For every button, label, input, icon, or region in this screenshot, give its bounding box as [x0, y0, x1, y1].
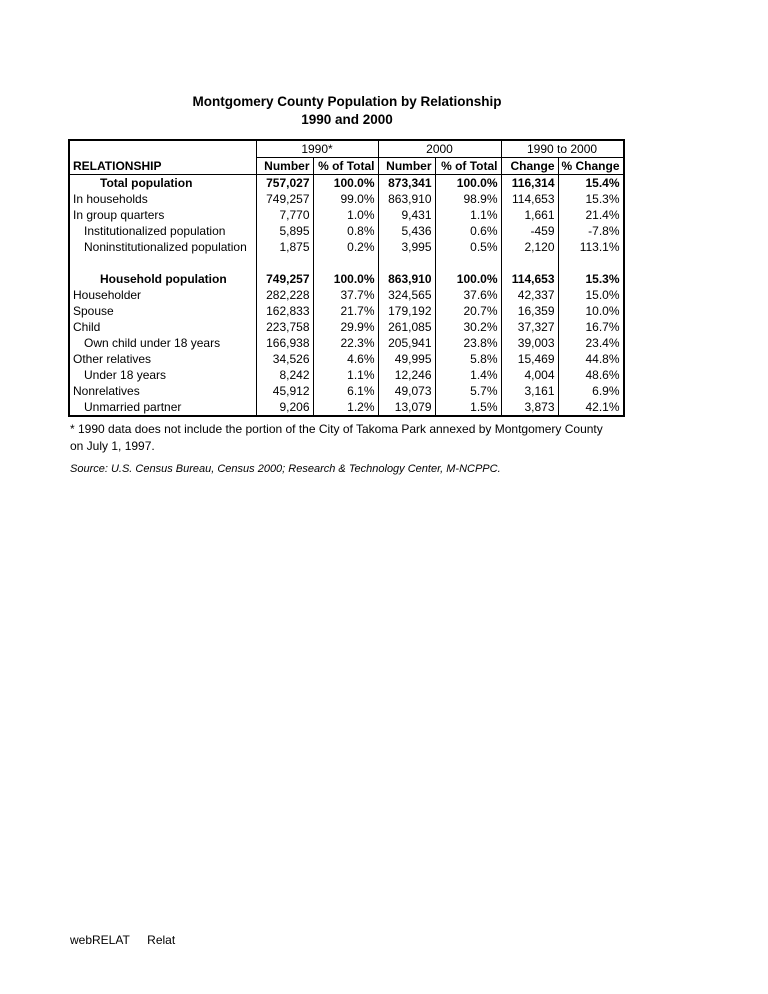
cell-pct-2000: 0.6%: [435, 223, 501, 239]
cell-pct-2000: 5.8%: [435, 351, 501, 367]
cell-pct-1990: 4.6%: [313, 351, 378, 367]
cell-change: 114,653: [501, 271, 558, 287]
cell-pct-change: 21.4%: [558, 207, 624, 223]
table-title: Montgomery County Population by Relationship: [192, 94, 502, 109]
table-row: [69, 335, 624, 351]
cell-change: 4,004: [501, 367, 558, 383]
row-label: Nonrelatives: [73, 384, 140, 398]
cell-pct-1990: 1.0%: [313, 207, 378, 223]
cell-change: 15,469: [501, 351, 558, 367]
cell-pct-change: 42.1%: [558, 399, 624, 416]
cell-pct-2000: 37.6%: [435, 287, 501, 303]
header-number-2000: Number: [378, 158, 435, 175]
cell-number-2000: 49,995: [378, 351, 435, 367]
cell-number-2000: 261,085: [378, 319, 435, 335]
cell-pct-change: 15.3%: [558, 271, 624, 287]
row-label: Under 18 years: [84, 368, 167, 382]
cell-change: 3,873: [501, 399, 558, 416]
cell-pct-1990: 100.0%: [313, 175, 378, 192]
table-row: [69, 319, 624, 335]
cell-pct-change: 113.1%: [558, 239, 624, 255]
footer-sheet-name: Relat: [147, 933, 176, 947]
cell-pct-2000: 100.0%: [435, 271, 501, 287]
cell-number-1990: 45,912: [256, 383, 313, 399]
cell-change: -459: [501, 223, 558, 239]
cell-pct-1990: 0.2%: [313, 239, 378, 255]
cell-pct-1990: 6.1%: [313, 383, 378, 399]
cell-number-2000: 12,246: [378, 367, 435, 383]
table-row: [69, 351, 624, 367]
cell-change: 16,359: [501, 303, 558, 319]
header-change-col: Change: [501, 158, 558, 175]
header-group-row: [69, 140, 624, 158]
row-label: Noninstitutionalized population: [84, 240, 247, 254]
row-label: Other relatives: [73, 352, 152, 366]
header-2000: 2000: [378, 140, 501, 158]
cell-change: 116,314: [501, 175, 558, 192]
cell-pct-change: 44.8%: [558, 351, 624, 367]
cell-number-1990: 9,206: [256, 399, 313, 416]
cell-pct-1990: 21.7%: [313, 303, 378, 319]
page-footer: [70, 933, 189, 947]
table-row: [69, 239, 624, 255]
cell-number-1990: 8,242: [256, 367, 313, 383]
cell-pct-2000: 30.2%: [435, 319, 501, 335]
header-number-1990: Number: [256, 158, 313, 175]
cell-pct-change: 16.7%: [558, 319, 624, 335]
cell-pct-2000: 20.7%: [435, 303, 501, 319]
cell-number-2000: 179,192: [378, 303, 435, 319]
table-subtitle: 1990 and 2000: [301, 112, 393, 127]
table-row: [69, 271, 624, 287]
cell-number-1990: 5,895: [256, 223, 313, 239]
cell-pct-2000: 1.1%: [435, 207, 501, 223]
cell-number-1990: 282,228: [256, 287, 313, 303]
cell-number-2000: 863,910: [378, 191, 435, 207]
cell-pct-1990: 29.9%: [313, 319, 378, 335]
cell-number-2000: 5,436: [378, 223, 435, 239]
table-row: [69, 223, 624, 239]
cell-number-2000: 873,341: [378, 175, 435, 192]
cell-pct-2000: 1.5%: [435, 399, 501, 416]
table-row: [69, 207, 624, 223]
cell-pct-change: 6.9%: [558, 383, 624, 399]
cell-change: 114,653: [501, 191, 558, 207]
cell-number-1990: 749,257: [256, 271, 313, 287]
cell-pct-2000: 5.7%: [435, 383, 501, 399]
row-label: Household population: [100, 272, 227, 286]
header-pct-2000: % of Total: [435, 158, 501, 175]
cell-pct-change: 15.0%: [558, 287, 624, 303]
cell-pct-change: 15.3%: [558, 191, 624, 207]
footnote: * 1990 data does not include the portion of the City of Takoma Park annexed by Montgomery County on July 1, 1997.: [70, 422, 603, 453]
row-label: In households: [73, 192, 148, 206]
cell-number-1990: 166,938: [256, 335, 313, 351]
cell-pct-1990: 0.8%: [313, 223, 378, 239]
cell-pct-1990: 1.1%: [313, 367, 378, 383]
cell-number-2000: 205,941: [378, 335, 435, 351]
population-table: [68, 139, 625, 417]
cell-pct-change: 10.0%: [558, 303, 624, 319]
cell-number-2000: 863,910: [378, 271, 435, 287]
cell-number-1990: 34,526: [256, 351, 313, 367]
row-label: Total population: [100, 176, 193, 190]
cell-number-2000: 49,073: [378, 383, 435, 399]
cell-pct-2000: 23.8%: [435, 335, 501, 351]
table-row: [69, 175, 624, 192]
row-label: In group quarters: [73, 208, 165, 222]
cell-number-1990: 162,833: [256, 303, 313, 319]
header-relationship: RELATIONSHIP: [69, 158, 256, 175]
cell-pct-change: 15.4%: [558, 175, 624, 192]
cell-number-1990: 749,257: [256, 191, 313, 207]
cell-change: 2,120: [501, 239, 558, 255]
cell-change: 1,661: [501, 207, 558, 223]
cell-number-1990: 223,758: [256, 319, 313, 335]
row-label: Unmarried partner: [84, 400, 182, 414]
cell-number-2000: 9,431: [378, 207, 435, 223]
row-label: Child: [73, 320, 101, 334]
cell-pct-change: -7.8%: [558, 223, 624, 239]
cell-change: 42,337: [501, 287, 558, 303]
header-1990: 1990*: [256, 140, 378, 158]
cell-number-1990: 7,770: [256, 207, 313, 223]
header-column-row: [69, 158, 624, 175]
row-label: Spouse: [73, 304, 114, 318]
table-row: [69, 367, 624, 383]
cell-pct-change: 48.6%: [558, 367, 624, 383]
cell-pct-change: 23.4%: [558, 335, 624, 351]
row-label: Householder: [73, 288, 142, 302]
cell-number-1990: 757,027: [256, 175, 313, 192]
cell-number-1990: 1,875: [256, 239, 313, 255]
cell-number-2000: 3,995: [378, 239, 435, 255]
cell-change: 37,327: [501, 319, 558, 335]
cell-number-2000: 324,565: [378, 287, 435, 303]
cell-pct-2000: 100.0%: [435, 175, 501, 192]
cell-pct-1990: 22.3%: [313, 335, 378, 351]
table-row: [69, 287, 624, 303]
cell-pct-2000: 1.4%: [435, 367, 501, 383]
cell-number-2000: 13,079: [378, 399, 435, 416]
source-note: Source: U.S. Census Bureau, Census 2000; Research & Technology Center, M-NCPPC.: [70, 463, 501, 475]
cell-pct-1990: 99.0%: [313, 191, 378, 207]
table-row: [69, 303, 624, 319]
table-row: [69, 383, 624, 399]
spacer-row: [69, 255, 624, 271]
cell-pct-2000: 0.5%: [435, 239, 501, 255]
cell-change: 3,161: [501, 383, 558, 399]
row-label: Institutionalized population: [84, 224, 226, 238]
table-row: [69, 399, 624, 416]
cell-pct-1990: 100.0%: [313, 271, 378, 287]
cell-pct-1990: 1.2%: [313, 399, 378, 416]
cell-change: 39,003: [501, 335, 558, 351]
cell-pct-1990: 37.7%: [313, 287, 378, 303]
cell-pct-2000: 98.9%: [435, 191, 501, 207]
footer-file-name: webRELAT: [70, 933, 130, 947]
header-change: 1990 to 2000: [501, 140, 624, 158]
header-pct-1990: % of Total: [313, 158, 378, 175]
table-row: [69, 191, 624, 207]
row-label: Own child under 18 years: [84, 336, 221, 350]
header-pct-change: % Change: [558, 158, 624, 175]
